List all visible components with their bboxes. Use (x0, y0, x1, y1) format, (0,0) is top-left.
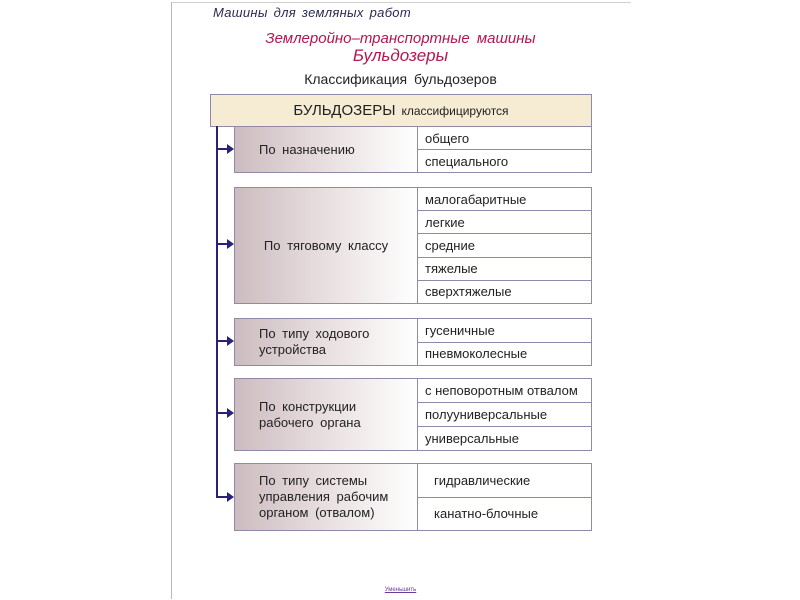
group-working-body (234, 378, 592, 451)
option-item: гусеничные (418, 319, 591, 343)
option-item: специального (425, 153, 509, 169)
arrow-icon (217, 148, 228, 150)
option-item: тяжелые (418, 258, 591, 281)
group-control-system (234, 463, 592, 531)
group-label (235, 379, 418, 450)
group-label (235, 464, 418, 530)
group-label-text: По назначению (259, 141, 355, 157)
option-item: полууниверсальные (418, 403, 591, 427)
arrow-icon (217, 496, 228, 498)
options-list (418, 379, 591, 450)
group-label-line: По конструкции (259, 398, 357, 414)
option-item: сверхтяжелые (425, 284, 512, 300)
options-list (418, 188, 591, 303)
option-item: общего (418, 127, 591, 150)
option-item: с неповоротным отвалом (418, 379, 591, 403)
connector-line (216, 126, 218, 498)
option-item: пневмоколесные (425, 346, 528, 362)
main-subtitle: Бульдозеры (352, 46, 449, 65)
root-box (210, 94, 592, 127)
classification-heading: Классификация бульдозеров (304, 71, 497, 87)
option-item: средние (418, 234, 591, 257)
section-title: Машины для земляных работ (213, 5, 411, 20)
arrow-icon (217, 340, 228, 342)
options-list (418, 464, 591, 530)
option-item: канатно-блочные (434, 506, 539, 522)
arrow-icon (217, 243, 228, 245)
root-label: БУЛЬДОЗЕРЫ (293, 102, 396, 119)
option-item: малогабаритные (418, 188, 591, 211)
root-suffix: классифицируются (401, 103, 509, 118)
options-list (418, 127, 591, 172)
shrink-link[interactable]: Уменьшить (384, 587, 417, 593)
group-label-line: управления рабочим (259, 489, 389, 504)
group-label-line: органом (отвалом) (259, 505, 375, 520)
group-label-line: По типу ходового (259, 326, 370, 341)
group-label-text: По тяговому классу (263, 237, 389, 253)
group-traction-class (234, 187, 592, 304)
main-title: Землеройно–транспортные машины (265, 30, 536, 47)
group-label-line: устройства (259, 342, 326, 357)
options-list (418, 319, 591, 365)
option-item: гидравлические (418, 464, 591, 498)
group-running-gear (234, 318, 592, 366)
group-label (235, 319, 418, 365)
group-purpose (234, 126, 592, 173)
group-label-line: По типу системы (259, 473, 368, 488)
group-label-line: рабочего органа (259, 414, 361, 430)
arrow-icon (217, 412, 228, 414)
group-label (235, 127, 418, 172)
group-label (235, 188, 418, 303)
option-item: легкие (418, 211, 591, 234)
option-item: универсальные (425, 431, 520, 446)
